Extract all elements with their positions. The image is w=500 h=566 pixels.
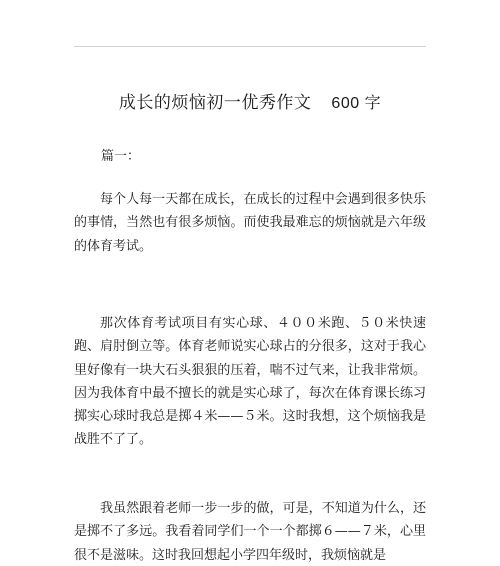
title-word-count: 600 字 xyxy=(331,95,382,112)
document-title xyxy=(0,88,500,113)
title-text: 成长的烦恼初一优秀作文 xyxy=(118,93,312,113)
paragraph-1: 每个人每一天都在成长，在成长的过程中会遇到很多快乐的事情，当然也有很多烦恼。而使我最难忘的烦恼就是六年级的体育考试。 xyxy=(74,192,426,254)
paragraph-3: 我虽然跟着老师一步一步的做，可是，不知道为什么，还是掷不了多远。我看着同学们一个一个都掷６——７米，心里很不是滋味。这时我回想起小学四年级时，我烦恼就是 xyxy=(74,501,426,563)
paragraph-2: 那次体育考试项目有实心球、４００米跑、５０米快速跑、肩肘倒立等。体育老师说实心球占的分很多，这对于我心里好像有一块大石头狠狠的压着，喘不过气来，让我非常烦。因为我体育中最不擅长的就是实心球了，每次在体育课长练习掷实心球时我总是掷４米——５米。这时我想，这个烦恼我是战胜不了了。 xyxy=(74,316,426,448)
section-label: 篇一： xyxy=(101,149,141,164)
header-divider xyxy=(74,46,426,47)
